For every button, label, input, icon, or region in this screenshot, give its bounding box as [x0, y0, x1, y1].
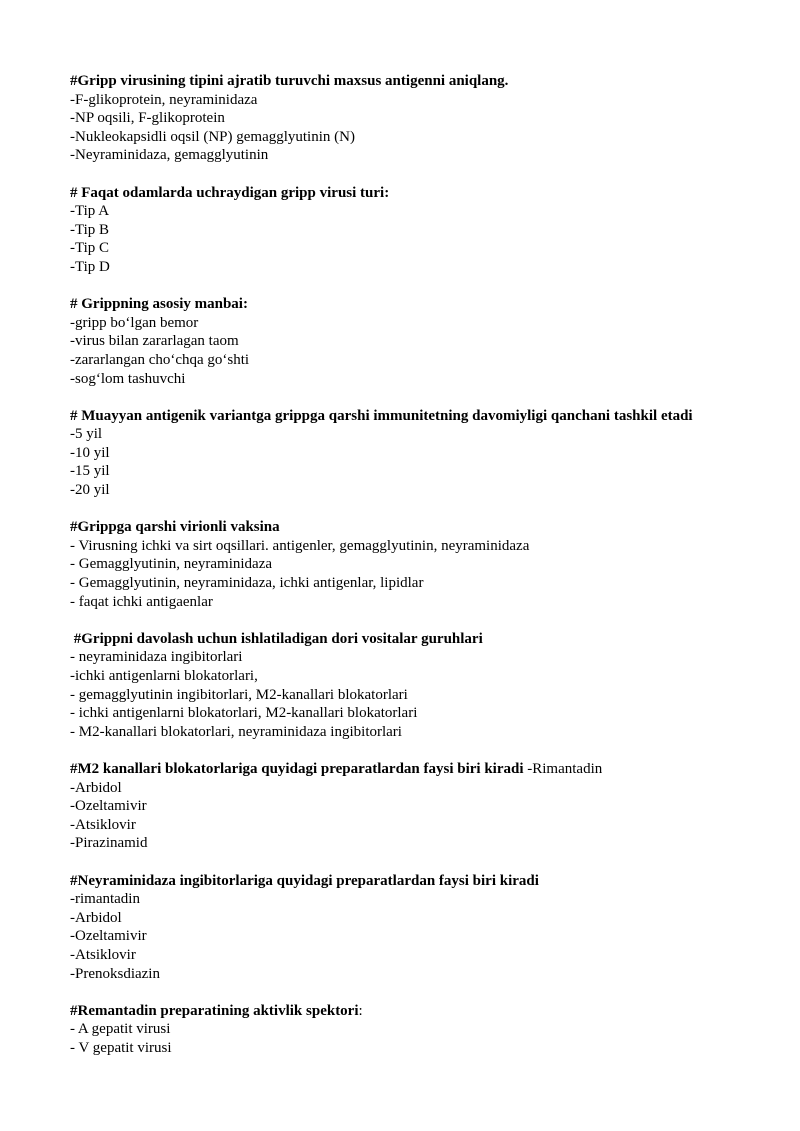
answer-option: -Neyraminidaza, gemagglyutinin: [70, 147, 269, 164]
answer-option: -sog‘lom tashuvchi: [70, 370, 186, 387]
question-text: #Neyraminidaza ingibitorlariga quyidagi preparatlardan faysi biri kiradi: [70, 872, 539, 889]
answer-option: -Prenoksdiazin: [70, 965, 160, 982]
answer-option: -Tip C: [70, 240, 110, 257]
question-text: #Grippga qarshi virionli vaksina: [70, 519, 280, 536]
answer-option: -Arbidol: [70, 779, 122, 796]
question-colon: :: [358, 1002, 363, 1019]
question-block-2: [70, 184, 770, 277]
answer-option: -Nukleokapsidli oqsil (NP) gemagglyutinin (N): [70, 128, 355, 145]
answer-option: -zararlangan cho‘chqa go‘shti: [70, 351, 250, 368]
answer-option: - Gemagglyutinin, neyraminidaza, ichki antigenlar, lipidlar: [70, 575, 424, 592]
answer-option: -15 yil: [70, 463, 110, 480]
answer-option: -virus bilan zararlagan taom: [70, 333, 239, 350]
answer-option: -F-glikoprotein, neyraminidaza: [70, 91, 258, 108]
question-text: # Faqat odamlarda uchraydigan gripp virusi turi:: [70, 184, 390, 201]
document-page: [70, 72, 770, 1076]
answer-option: - V gepatit virusi: [70, 1039, 172, 1056]
question-block-3: [70, 295, 770, 388]
answer-option: -Pirazinamid: [70, 835, 148, 852]
answer-option: -10 yil: [70, 444, 110, 461]
question-block-4: [70, 407, 770, 500]
question-line: [70, 1002, 770, 1021]
inline-answer-option: -Rimantadin: [523, 760, 603, 777]
answer-option: - Gemagglyutinin, neyraminidaza: [70, 556, 273, 573]
question-text: #Grippni davolash uchun ishlatiladigan dori vositalar guruhlari: [70, 630, 483, 647]
question-text: #M2 kanallari blokatorlariga quyidagi preparatlardan faysi biri kiradi: [70, 760, 524, 777]
answer-option: -Tip B: [70, 221, 110, 238]
answer-option: - Virusning ichki va sirt oqsillari. antigenler, gemagglyutinin, neyraminidaza: [70, 537, 530, 554]
answer-option: -Atsiklovir: [70, 816, 136, 833]
answer-option: -Atsiklovir: [70, 946, 136, 963]
question-text: #Remantadin preparatining aktivlik spektori: [70, 1002, 359, 1019]
answer-option: -Ozeltamivir: [70, 798, 147, 815]
question-block-1: [70, 72, 770, 165]
answer-option: -gripp bo‘lgan bemor: [70, 314, 199, 331]
answer-option: - M2-kanallari blokatorlari, neyraminidaza ingibitorlari: [70, 723, 402, 740]
answer-option: -20 yil: [70, 482, 110, 499]
question-text: #Gripp virusining tipini ajratib turuvchi maxsus antigenni aniqlang.: [70, 73, 509, 89]
answer-option: - faqat ichki antigaenlar: [70, 593, 213, 610]
answer-option: - ichki antigenlarni blokatorlari, M2-kanallari blokatorlari: [70, 705, 418, 722]
question-line: [70, 760, 770, 779]
answer-option: - gemagglyutinin ingibitorlari, M2-kanallari blokatorlari: [70, 686, 408, 703]
answer-option: - neyraminidaza ingibitorlari: [70, 649, 243, 666]
answer-option: -ichki antigenlarni blokatorlari,: [70, 668, 258, 684]
answer-option: -Tip D: [70, 258, 110, 275]
answer-option: -Arbidol: [70, 909, 122, 926]
question-text: # Muayyan antigenik variantga grippga qarshi immunitetning davomiyligi qanchani tashkil etadi: [70, 407, 693, 424]
answer-option: -Ozeltamivir: [70, 928, 147, 945]
question-block-8: [70, 872, 770, 984]
answer-option: -5 yil: [70, 426, 103, 443]
question-block-5: [70, 518, 770, 611]
answer-option: -Tip A: [70, 203, 110, 220]
answer-option: -NP oqsili, F-glikoprotein: [70, 110, 225, 127]
question-text: # Grippning asosiy manbai:: [70, 296, 248, 313]
question-block-7: [70, 760, 770, 853]
answer-option: -rimantadin: [70, 891, 140, 908]
question-block-6: [70, 630, 770, 742]
question-block-9: [70, 1002, 770, 1058]
answer-option: - A gepatit virusi: [70, 1021, 171, 1038]
